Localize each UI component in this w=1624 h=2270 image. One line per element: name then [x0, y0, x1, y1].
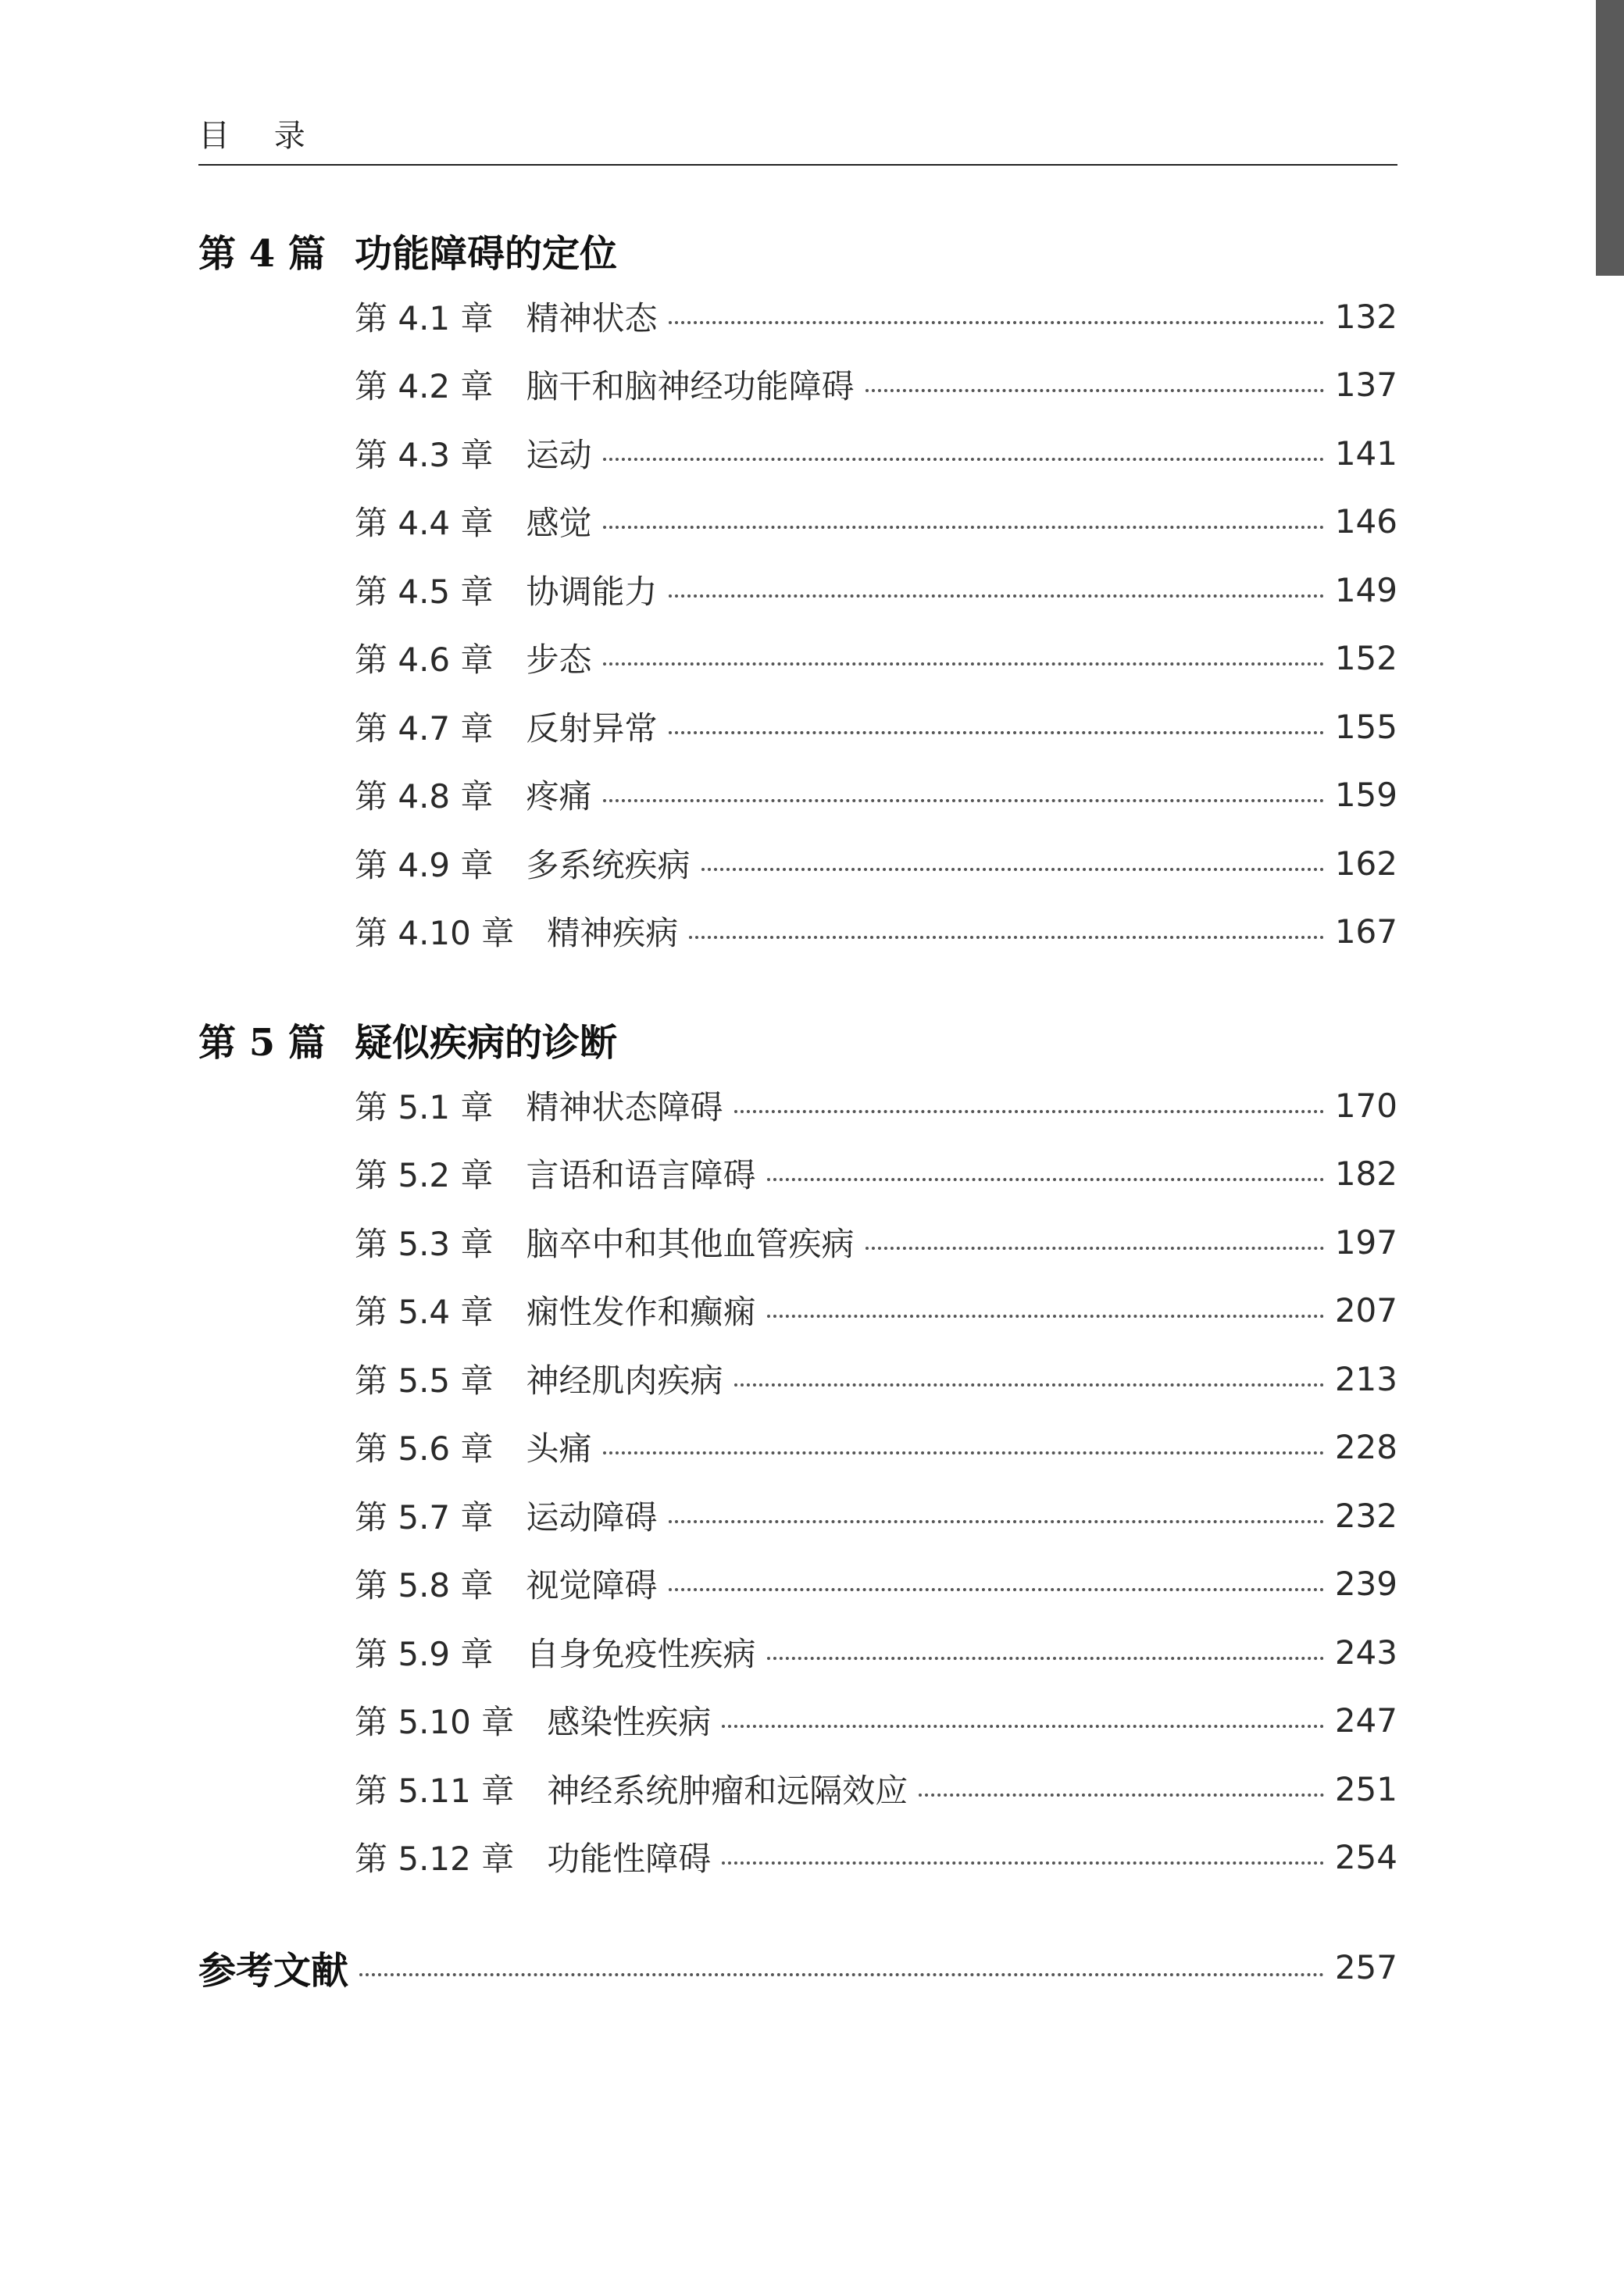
- page-number: 132: [1334, 297, 1397, 336]
- chapter-number: 第 4.2 章: [355, 367, 494, 405]
- page-number: 257: [1334, 1947, 1397, 1986]
- page-number: 254: [1334, 1837, 1397, 1876]
- chapter-title: 感染性疾病: [547, 1703, 712, 1741]
- chapter-title: 协调能力: [526, 573, 658, 611]
- page-number: 251: [1334, 1769, 1397, 1808]
- chapter-title: 精神状态: [526, 299, 658, 337]
- table-of-contents: [198, 0, 1397, 2270]
- page-number: 146: [1334, 501, 1397, 541]
- page-number: 159: [1334, 775, 1397, 814]
- dot-leader: [722, 1861, 1324, 1865]
- chapter-number: 第 5.9 章: [355, 1635, 494, 1673]
- dot-leader: [603, 799, 1324, 802]
- chapter-number: 第 5.6 章: [355, 1429, 494, 1468]
- part-title: 疑似疾病的诊断: [355, 1020, 618, 1065]
- dot-leader: [689, 936, 1324, 939]
- chapter-number: 第 4.4 章: [355, 504, 494, 542]
- dot-leader: [669, 321, 1324, 324]
- dot-leader: [701, 868, 1324, 871]
- toc-entry[interactable]: [355, 1488, 1397, 1543]
- toc-entry[interactable]: [355, 1693, 1397, 1747]
- dot-leader: [866, 389, 1324, 392]
- page-number: 239: [1334, 1564, 1397, 1603]
- chapter-number: 第 5.4 章: [355, 1293, 494, 1331]
- chapter-number: 第 4.5 章: [355, 573, 494, 611]
- chapter-number: 第 5.8 章: [355, 1566, 494, 1604]
- page-number: 137: [1334, 365, 1397, 404]
- page-edge-tab: [1596, 0, 1624, 276]
- dot-leader: [722, 1725, 1324, 1728]
- dot-leader: [919, 1794, 1324, 1797]
- chapter-number: 第 5.11 章: [355, 1772, 515, 1810]
- chapter-number: 第 4.3 章: [355, 436, 494, 474]
- dot-leader: [669, 1588, 1324, 1591]
- chapter-number: 第 5.2 章: [355, 1156, 494, 1194]
- chapter-title: 脑干和脑神经功能障碍: [526, 367, 855, 405]
- toc-entry[interactable]: [355, 1283, 1397, 1337]
- chapter-number: 第 4.1 章: [355, 299, 494, 337]
- dot-leader: [603, 1451, 1324, 1454]
- page-number: 247: [1334, 1701, 1397, 1740]
- toc-entry[interactable]: [355, 1556, 1397, 1611]
- toc-entry[interactable]: [355, 767, 1397, 822]
- toc-entry[interactable]: [355, 630, 1397, 685]
- toc-entry-references[interactable]: [198, 1936, 1397, 1998]
- chapter-title: 多系统疾病: [526, 846, 691, 884]
- chapter-number: 第 4.10 章: [355, 914, 515, 952]
- page-number: 232: [1334, 1496, 1397, 1535]
- toc-entry[interactable]: [355, 357, 1397, 412]
- page-number: 167: [1334, 912, 1397, 951]
- page-number: 141: [1334, 434, 1397, 473]
- chapter-number: 第 5.1 章: [355, 1088, 494, 1126]
- dot-leader: [603, 662, 1324, 666]
- toc-entry[interactable]: [355, 699, 1397, 754]
- dot-leader: [734, 1383, 1324, 1387]
- page-number: 182: [1334, 1154, 1397, 1193]
- chapter-number: 第 4.7 章: [355, 709, 494, 748]
- dot-leader: [669, 594, 1324, 598]
- chapter-title: 功能性障碍: [547, 1840, 712, 1878]
- toc-entry[interactable]: [355, 1761, 1397, 1816]
- toc-entry[interactable]: [355, 1625, 1397, 1679]
- dot-leader: [767, 1178, 1324, 1181]
- page-number: 162: [1334, 844, 1397, 883]
- dot-leader: [669, 1520, 1324, 1523]
- chapter-title: 自身免疫性疾病: [526, 1635, 756, 1673]
- dot-leader: [359, 1973, 1324, 1976]
- page-number: 155: [1334, 707, 1397, 746]
- toc-entry[interactable]: [355, 1829, 1397, 1884]
- toc-entry[interactable]: [355, 562, 1397, 617]
- page-number: 149: [1334, 570, 1397, 609]
- chapter-title: 神经系统肿瘤和远隔效应: [547, 1772, 908, 1810]
- toc-entry[interactable]: [355, 1351, 1397, 1406]
- chapter-number: 第 5.5 章: [355, 1362, 494, 1400]
- chapter-number: 第 4.6 章: [355, 641, 494, 679]
- chapter-title: 精神状态障碍: [526, 1088, 723, 1126]
- chapter-title: 反射异常: [526, 709, 658, 748]
- toc-entry[interactable]: [355, 1078, 1397, 1133]
- chapter-number: 第 5.12 章: [355, 1840, 515, 1878]
- page-number: 228: [1334, 1427, 1397, 1466]
- dot-leader: [603, 526, 1324, 529]
- page-number: 243: [1334, 1633, 1397, 1672]
- toc-entry[interactable]: [355, 1146, 1397, 1201]
- chapter-title: 感觉: [526, 504, 592, 542]
- dot-leader: [767, 1315, 1324, 1318]
- chapter-title: 头痛: [526, 1429, 592, 1468]
- part-title: 功能障碍的定位: [355, 231, 618, 276]
- page-number: 197: [1334, 1222, 1397, 1262]
- chapter-number: 第 5.7 章: [355, 1498, 494, 1537]
- page-number: 213: [1334, 1359, 1397, 1398]
- chapter-number: 第 4.9 章: [355, 846, 494, 884]
- page-number: 152: [1334, 638, 1397, 677]
- chapter-title: 视觉障碍: [526, 1566, 658, 1604]
- running-head: 目 录: [198, 118, 323, 154]
- dot-leader: [866, 1247, 1324, 1250]
- part-number: 第 5 篇: [198, 1020, 326, 1065]
- toc-entry[interactable]: [355, 904, 1397, 958]
- page-number: 207: [1334, 1290, 1397, 1330]
- toc-entry[interactable]: [355, 494, 1397, 548]
- chapter-title: 脑卒中和其他血管疾病: [526, 1225, 855, 1263]
- toc-entry[interactable]: [355, 836, 1397, 891]
- chapter-title: 运动: [526, 436, 592, 474]
- chapter-number: 第 5.10 章: [355, 1703, 515, 1741]
- toc-entry[interactable]: [355, 1419, 1397, 1474]
- chapter-number: 第 4.8 章: [355, 777, 494, 816]
- chapter-number: 第 5.3 章: [355, 1225, 494, 1263]
- chapter-title: 运动障碍: [526, 1498, 658, 1537]
- chapter-title: 疼痛: [526, 777, 592, 816]
- part-heading: [198, 1008, 1397, 1070]
- dot-leader: [603, 458, 1324, 461]
- chapter-title: 痫性发作和癫痫: [526, 1293, 756, 1331]
- toc-entry[interactable]: [355, 1215, 1397, 1269]
- toc-entry[interactable]: [355, 289, 1397, 344]
- chapter-title: 步态: [526, 641, 592, 679]
- chapter-title: 神经肌肉疾病: [526, 1362, 723, 1400]
- dot-leader: [734, 1110, 1324, 1113]
- dot-leader: [767, 1657, 1324, 1660]
- page-number: 170: [1334, 1086, 1397, 1125]
- part-heading: [198, 219, 1397, 281]
- references-title: 参考文献: [198, 1948, 349, 1993]
- dot-leader: [669, 731, 1324, 734]
- part-number: 第 4 篇: [198, 231, 326, 276]
- toc-entry[interactable]: [355, 426, 1397, 480]
- chapter-title: 言语和语言障碍: [526, 1156, 756, 1194]
- chapter-title: 精神疾病: [547, 914, 679, 952]
